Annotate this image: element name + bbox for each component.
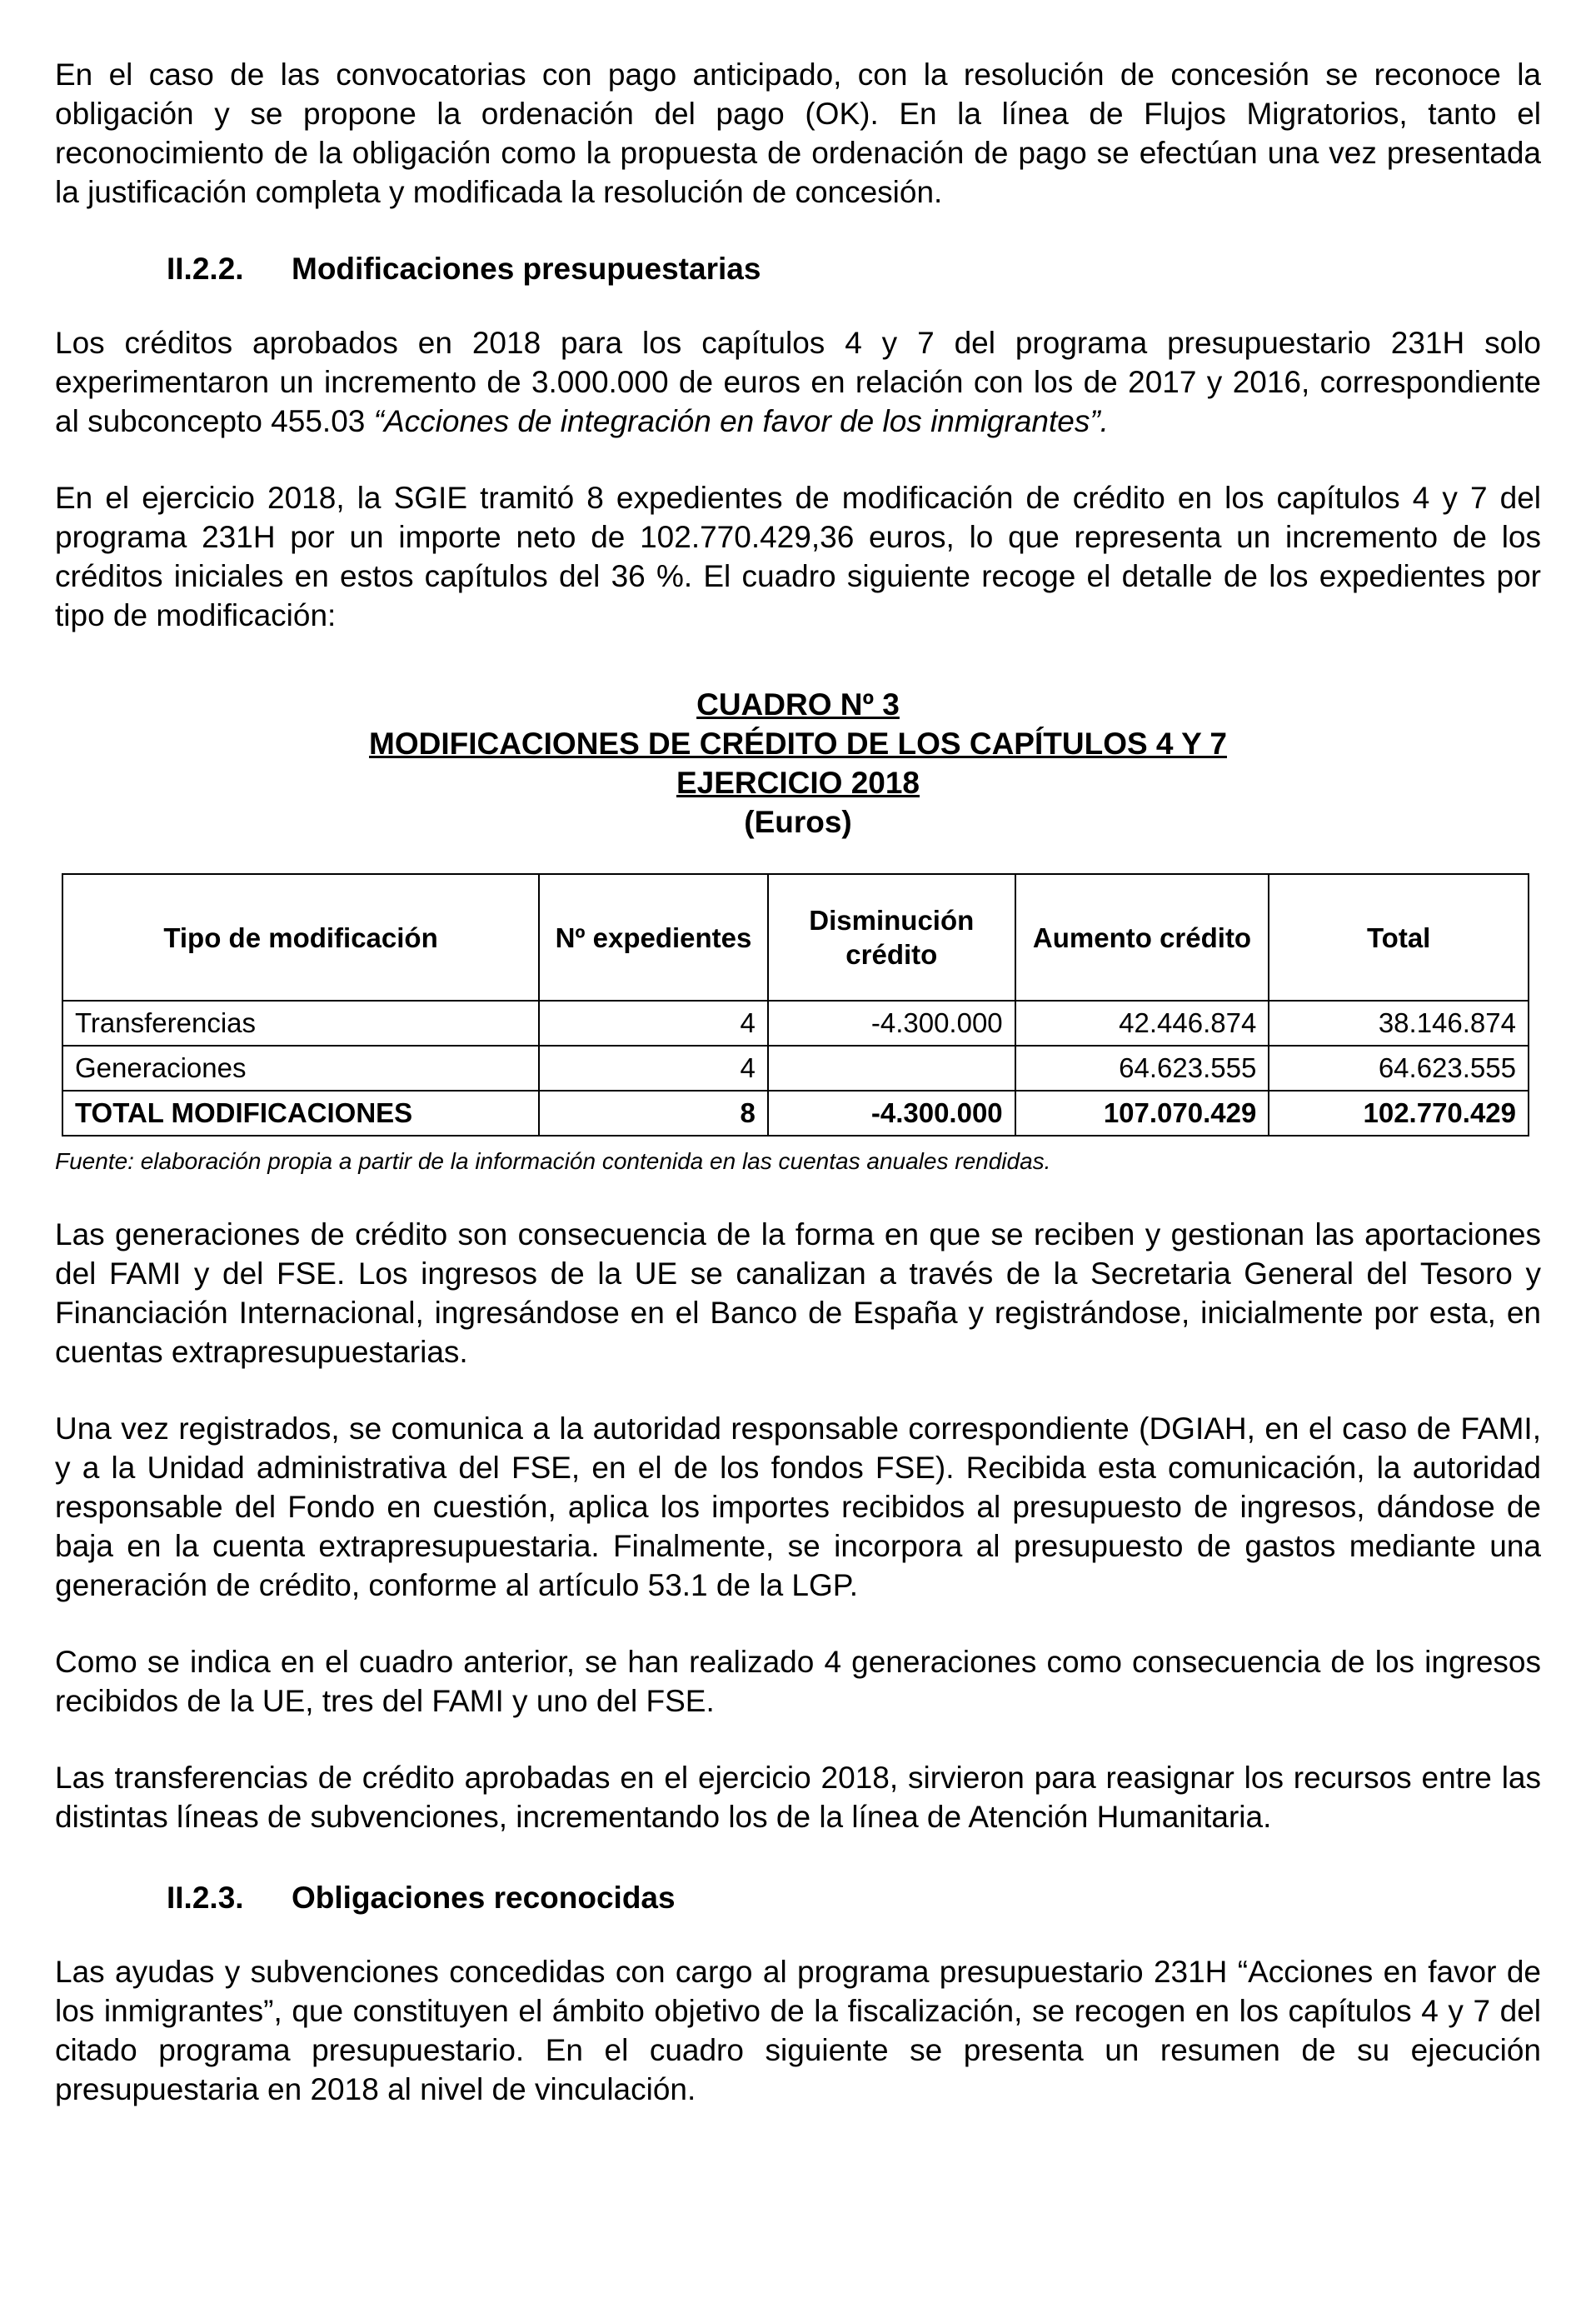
header-expedientes: Nº expedientes: [539, 874, 768, 1001]
header-disminucion: Disminución crédito: [768, 874, 1015, 1001]
paragraph-cuadro-anterior: Como se indica en el cuadro anterior, se han realizado 4 generaciones como consecuencia de los ingresos recibidos de la UE, tres del FAMI y uno del FSE.: [55, 1645, 1541, 1718]
paragraph-text: Los créditos aprobados en 2018 para los capítulos 4 y 7 del programa presupuestario 231H solo experimentaron un incremento de 3.000.000 de euros en relación con los de 2017 y 2016, correspondiente al subconcepto 455.03: [55, 326, 1541, 438]
section-number: II.2.2.: [167, 252, 244, 286]
paragraph-expedientes: En el ejercicio 2018, la SGIE tramitó 8 expedientes de modificación de crédito en los capítulos 4 y 7 del programa 231H por un importe neto de 102.770.429,36 euros, lo que representa un incremento de los créditos iniciales en estos capítulos del 36 %. El cuadro siguiente recoge el detalle de los expedientes por tipo de modificación:: [55, 481, 1541, 632]
table-header-row: [62, 874, 1529, 1001]
paragraph-ayudas: Las ayudas y subvenciones concedidas con cargo al programa presupuestario 231H “Acciones en favor de los inmigrantes”, que constituyen el ámbito objetivo de la fiscalización, se recogen en los capítulos 4 y 7 del citado programa presupuestario. En el cuadro siguiente se presenta un resumen de su ejecución presupuestaria en 2018 al nivel de vinculación.: [55, 1955, 1541, 2106]
cell-total: 38.146.874: [1269, 1001, 1529, 1046]
cell-aumento: 42.446.874: [1015, 1001, 1269, 1046]
section-number: II.2.3.: [167, 1881, 244, 1915]
cell-expedientes: 4: [539, 1046, 768, 1091]
table-title: [55, 685, 1541, 842]
cell-aumento: 64.623.555: [1015, 1046, 1269, 1091]
section-heading-obligaciones: [167, 1878, 1541, 1917]
modificaciones-table: [62, 873, 1529, 1137]
section-title: Modificaciones presupuestarias: [292, 252, 761, 286]
cell-disminucion: [768, 1046, 1015, 1091]
paragraph-italic-text: “Acciones de integración en favor de los inmigrantes”.: [373, 404, 1109, 438]
table-row: [62, 1046, 1529, 1091]
cell-total: 102.770.429: [1269, 1091, 1529, 1136]
cell-tipo: TOTAL MODIFICACIONES: [62, 1091, 539, 1136]
cell-expedientes: 4: [539, 1001, 768, 1046]
header-aumento: Aumento crédito: [1015, 874, 1269, 1001]
cell-expedientes: 8: [539, 1091, 768, 1136]
cell-disminucion: -4.300.000: [768, 1091, 1015, 1136]
cell-tipo: Transferencias: [62, 1001, 539, 1046]
paragraph-registro: Una vez registrados, se comunica a la autoridad responsable correspondiente (DGIAH, en el caso de FAMI, y a la Unidad administrativa del FSE, en el de los fondos FSE). Recibida esta comunicación, la autoridad responsable del Fondo en cuestión, aplica los importes recibidos al presupuesto de ingresos, dándose de baja en la cuenta extrapresupuestaria. Finalmente, se incorpora al presupuesto de gastos mediante una generación de crédito, conforme al artículo 53.1 de la LGP.: [55, 1411, 1541, 1602]
section-heading-modificaciones: [167, 249, 1541, 288]
table-title-subject: MODIFICACIONES DE CRÉDITO DE LOS CAPÍTULOS 4 Y 7: [369, 727, 1227, 761]
cell-tipo: Generaciones: [62, 1046, 539, 1091]
table-total-row: [62, 1091, 1529, 1136]
cell-disminucion: -4.300.000: [768, 1001, 1015, 1046]
document-page: [55, 55, 1541, 2146]
table-source-note: Fuente: elaboración propia a partir de la información contenida en las cuentas anuales rendidas.: [55, 1148, 1051, 1174]
paragraph-transferencias: Las transferencias de crédito aprobadas en el ejercicio 2018, sirvieron para reasignar los recursos entre las distintas líneas de subvenciones, incrementando los de la línea de Atención Humanitaria.: [55, 1761, 1541, 1834]
table-title-units: (Euros): [744, 805, 852, 839]
section-title: Obligaciones reconocidas: [292, 1881, 676, 1915]
header-tipo: Tipo de modificación: [62, 874, 539, 1001]
paragraph-pago-anticipado: En el caso de las convocatorias con pago anticipado, con la resolución de concesión se reconoce la obligación y se propone la ordenación del pago (OK). En la línea de Flujos Migratorios, tanto el reconocimiento de la obligación como la propuesta de ordenación de pago se efectúan una vez presentada la justificación completa y modificada la resolución de concesión.: [55, 57, 1541, 209]
cell-total: 64.623.555: [1269, 1046, 1529, 1091]
table-title-year: EJERCICIO 2018: [676, 766, 920, 800]
cell-aumento: 107.070.429: [1015, 1091, 1269, 1136]
header-total: Total: [1269, 874, 1529, 1001]
paragraph-generaciones: Las generaciones de crédito son consecuencia de la forma en que se reciben y gestionan las aportaciones del FAMI y del FSE. Los ingresos de la UE se canalizan a través de la Secretaria General del Tesoro y Financiación Internacional, ingresándose en el Banco de España y registrándose, inicialmente por esta, en cuentas extrapresupuestarias.: [55, 1217, 1541, 1369]
table-title-number: CUADRO Nº 3: [696, 687, 900, 722]
paragraph-creditos-aprobados: [55, 323, 1541, 441]
table-row: [62, 1001, 1529, 1046]
